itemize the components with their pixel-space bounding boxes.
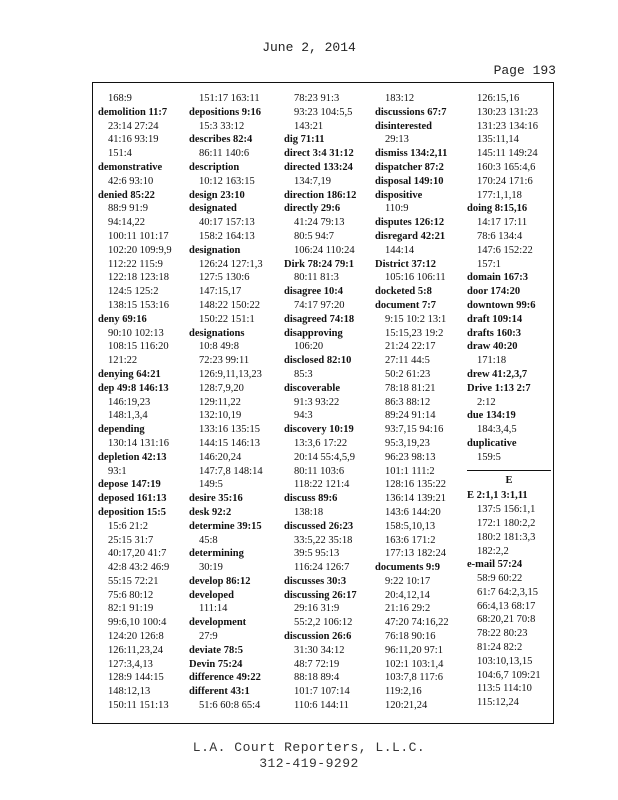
index-term: discusses 30:3 xyxy=(284,575,347,587)
index-term: doing 8:15,16 xyxy=(467,203,528,215)
index-page-refs: 21:16 29:2 xyxy=(385,603,431,615)
index-page-refs: 137:5 156:1,1 xyxy=(477,504,536,516)
index-page-refs: 93:1 xyxy=(108,465,127,477)
index-page-refs: 127:3,4,13 xyxy=(108,658,153,670)
index-page-refs: 134:7,19 xyxy=(294,175,332,187)
index-page-refs: 116:24 126:7 xyxy=(294,562,350,574)
index-page-refs: 10:8 49:8 xyxy=(199,341,239,353)
index-page-refs: 147:15,17 xyxy=(199,286,242,298)
index-page-refs: 115:12,24 xyxy=(477,697,519,709)
index-page-refs: 55:15 72:21 xyxy=(108,575,159,587)
index-page-refs: 151:4 xyxy=(108,148,132,160)
index-page-refs: 76:18 90:16 xyxy=(385,631,436,643)
index-term: domain 167:3 xyxy=(467,272,528,284)
index-term: depositions 9:16 xyxy=(189,106,262,118)
index-column-2 xyxy=(189,92,263,713)
index-term: documents 9:9 xyxy=(375,562,441,574)
index-term: dispositive xyxy=(375,189,423,201)
index-page-refs: 103:7,8 117:6 xyxy=(385,672,443,684)
index-page-refs: 157:1 xyxy=(477,258,501,270)
index-page-refs: 126:9,11,13,23 xyxy=(199,368,262,380)
index-page-refs: 31:30 34:12 xyxy=(294,644,345,656)
index-page-refs: 80:11 103:6 xyxy=(294,465,345,477)
index-page-refs: 143:21 xyxy=(294,120,324,132)
index-page-refs: 168:9 xyxy=(108,93,132,104)
index-page-refs: 104:6,7 109:21 xyxy=(477,669,541,681)
index-term: desire 35:16 xyxy=(189,493,243,505)
index-page-refs: 90:10 102:13 xyxy=(108,327,164,339)
index-term: depletion 42:13 xyxy=(98,451,167,463)
index-page-refs: 29:13 xyxy=(385,134,409,146)
index-term: deny 69:16 xyxy=(98,313,147,325)
index-page-refs: 158:5,10,13 xyxy=(385,520,436,532)
index-page-refs: 112:22 115:9 xyxy=(108,258,163,270)
index-page-refs: 80:5 94:7 xyxy=(294,230,334,242)
index-term: directly 29:6 xyxy=(284,203,341,215)
index-column-5 xyxy=(467,92,551,710)
index-page-refs: 138:18 xyxy=(294,506,324,518)
index-page-refs: 111:14 xyxy=(199,603,228,615)
index-page-refs: 41:16 93:19 xyxy=(108,134,159,146)
index-term: depose 147:19 xyxy=(98,479,161,491)
index-term: denied 85:22 xyxy=(98,189,155,201)
index-page-refs: 108:15 116:20 xyxy=(108,341,169,353)
index-page-refs: 23:14 27:24 xyxy=(108,120,159,132)
index-page-refs: 58:9 60:22 xyxy=(477,573,523,585)
index-page-refs: 119:2,16 xyxy=(385,686,422,698)
index-term: desk 92:2 xyxy=(189,506,232,518)
index-page-refs: 39:5 95:13 xyxy=(294,548,340,560)
index-page-refs: 128:7,9,20 xyxy=(199,382,244,394)
index-column-4 xyxy=(375,92,449,713)
index-page-refs: 182:2,2 xyxy=(477,545,509,557)
index-term: difference 49:22 xyxy=(189,672,261,684)
index-page-refs: 78:22 80:23 xyxy=(477,628,528,640)
index-page-refs: 129:11,22 xyxy=(199,396,241,408)
index-page-refs: 95:3,19,23 xyxy=(385,437,430,449)
index-page-refs: 78:6 134:4 xyxy=(477,230,523,242)
index-page-refs: 15:15,23 19:2 xyxy=(385,327,444,339)
index-term: discussion 26:6 xyxy=(284,631,352,643)
index-term: e-mail 57:24 xyxy=(467,559,523,571)
index-page-refs: 103:10,13,15 xyxy=(477,655,533,667)
index-term: discussed 26:23 xyxy=(284,520,354,532)
index-term: door 174:20 xyxy=(467,286,521,298)
index-term: drew 41:2,3,7 xyxy=(467,368,528,380)
index-page-refs: 170:24 171:6 xyxy=(477,175,533,187)
index-page-refs: 146:20,24 xyxy=(199,451,242,463)
index-term: Dirk 78:24 79:1 xyxy=(284,258,354,270)
index-page-refs: 81:24 82:2 xyxy=(477,642,523,654)
index-term: due 134:19 xyxy=(467,410,516,422)
index-page-refs: 14:17 17:11 xyxy=(477,217,528,229)
index-page-refs: 147:6 152:22 xyxy=(477,244,533,256)
index-term: demonstrative xyxy=(98,161,163,173)
index-page-refs: 55:2,2 106:12 xyxy=(294,617,353,629)
index-page-refs: 27:11 44:5 xyxy=(385,355,430,367)
index-column-3 xyxy=(284,92,357,713)
index-page-refs: 151:17 163:11 xyxy=(199,93,260,104)
index-term: Drive 1:13 2:7 xyxy=(467,382,531,394)
index-term: designated xyxy=(189,203,237,215)
index-term: discoverable xyxy=(284,382,340,394)
index-term: disregard 42:21 xyxy=(375,230,446,242)
index-page-refs: 72:23 99:11 xyxy=(199,355,250,367)
index-page-refs: 177:13 182:24 xyxy=(385,548,446,560)
index-page-refs: 9:15 10:2 13:1 xyxy=(385,313,447,325)
index-page-refs: 148:22 150:22 xyxy=(199,299,260,311)
index-page-refs: 91:3 93:22 xyxy=(294,396,340,408)
index-term: disputes 126:12 xyxy=(375,217,445,229)
index-page-refs: 27:9 xyxy=(199,631,218,643)
index-page-refs: 120:21,24 xyxy=(385,700,428,712)
index-page-refs: 2:12 xyxy=(477,396,496,408)
index-term: disagree 10:4 xyxy=(284,286,344,298)
index-page-refs: 94:3 xyxy=(294,410,313,422)
index-page-refs: 86:3 88:12 xyxy=(385,396,431,408)
index-term: dep 49:8 146:13 xyxy=(98,382,169,394)
index-term: District 37:12 xyxy=(375,258,436,270)
index-page-refs: 13:3,6 17:22 xyxy=(294,437,348,449)
index-term: draw 40:20 xyxy=(467,341,518,353)
index-term: deviate 78:5 xyxy=(189,644,243,656)
index-term: determine 39:15 xyxy=(189,520,262,532)
index-page-refs: 150:22 151:1 xyxy=(199,313,255,325)
index-page-refs: 122:18 123:18 xyxy=(108,272,169,284)
index-page-refs: 29:16 31:9 xyxy=(294,603,340,615)
index-page-refs: 93:7,15 94:16 xyxy=(385,424,444,436)
index-page-refs: 159:5 xyxy=(477,451,501,463)
index-page-refs: 133:16 135:15 xyxy=(199,424,260,436)
index-page-refs: 118:22 121:4 xyxy=(294,479,350,491)
index-term: dispatcher 87:2 xyxy=(375,161,444,173)
index-term: development xyxy=(189,617,247,629)
index-term: discovery 10:19 xyxy=(284,424,354,436)
index-page-refs: 126:11,23,24 xyxy=(108,644,164,656)
index-page-refs: 106:20 xyxy=(294,341,324,353)
index-term: disapproving xyxy=(284,327,343,339)
index-term: disinterested xyxy=(375,120,432,132)
index-page-refs: 148:12,13 xyxy=(108,686,151,698)
index-page-refs: 88:9 91:9 xyxy=(108,203,148,215)
index-term: disagreed 74:18 xyxy=(284,313,355,325)
header-page-number: Page 193 xyxy=(493,63,556,78)
index-page-refs: 102:1 103:1,4 xyxy=(385,658,444,670)
index-page-refs: 144:14 xyxy=(385,244,415,256)
index-page-refs: 183:12 xyxy=(385,93,415,104)
index-page-refs: 184:3,4,5 xyxy=(477,424,517,436)
index-term: depending xyxy=(98,424,145,436)
index-page-refs: 61:7 64:2,3,15 xyxy=(477,586,538,598)
index-page-refs: 124:20 126:8 xyxy=(108,631,164,643)
section-divider xyxy=(467,470,551,471)
index-page-refs: 144:15 146:13 xyxy=(199,437,260,449)
index-page-refs: 21:24 22:17 xyxy=(385,341,436,353)
index-term: describes 82:4 xyxy=(189,134,253,146)
index-page-refs: 25:15 31:7 xyxy=(108,534,154,546)
index-page-refs: 9:22 10:17 xyxy=(385,575,431,587)
index-page-refs: 138:15 153:16 xyxy=(108,299,169,311)
index-page-refs: 147:7,8 148:14 xyxy=(199,465,263,477)
index-page-refs: 42:8 43:2 46:9 xyxy=(108,562,170,574)
index-page-refs: 143:6 144:20 xyxy=(385,506,441,518)
index-term: design 23:10 xyxy=(189,189,245,201)
index-page-refs: 88:18 89:4 xyxy=(294,672,340,684)
index-page-refs: 171:18 xyxy=(477,355,507,367)
index-term: direct 3:4 31:12 xyxy=(284,148,354,160)
index-page-refs: 48:7 72:19 xyxy=(294,658,340,670)
index-term: dismiss 134:2,11 xyxy=(375,148,448,160)
index-page-refs: 130:14 131:16 xyxy=(108,437,169,449)
index-page-refs: 20:14 55:4,5,9 xyxy=(294,451,355,463)
index-term: demolition 11:7 xyxy=(98,106,168,118)
index-page-refs: 163:6 171:2 xyxy=(385,534,436,546)
index-term: E 2:1,1 3:1,11 xyxy=(467,490,528,502)
index-term: disposal 149:10 xyxy=(375,175,444,187)
index-page-refs: 20:4,12,14 xyxy=(385,589,430,601)
index-term: develop 86:12 xyxy=(189,575,251,587)
index-page-refs: 149:5 xyxy=(199,479,223,491)
index-page-refs: 110:6 144:11 xyxy=(294,700,349,712)
index-page-refs: 66:4,13 68:17 xyxy=(477,600,536,612)
index-page-refs: 158:2 164:13 xyxy=(199,230,255,242)
section-letter: E xyxy=(505,474,513,486)
index-page-refs: 74:17 97:20 xyxy=(294,299,345,311)
index-page-refs: 121:22 xyxy=(108,355,138,367)
index-term: docketed 5:8 xyxy=(375,286,432,298)
index-page-refs: 40:17 157:13 xyxy=(199,217,255,229)
index-page-refs: 127:5 130:6 xyxy=(199,272,250,284)
index-page-refs: 40:17,20 41:7 xyxy=(108,548,167,560)
index-page-refs: 30:19 xyxy=(199,562,223,574)
index-term: downtown 99:6 xyxy=(467,299,536,311)
index-page-refs: 101:7 107:14 xyxy=(294,686,350,698)
footer-phone: 312-419-9292 xyxy=(259,756,359,771)
index-term: discussing 26:17 xyxy=(284,589,357,601)
index-page-refs: 180:2 181:3,3 xyxy=(477,531,536,543)
index-term: denying 64:21 xyxy=(98,368,161,380)
index-term: deposed 161:13 xyxy=(98,493,167,505)
index-page-refs: 47:20 74:16,22 xyxy=(385,617,449,629)
index-page-refs: 80:11 81:3 xyxy=(294,272,339,284)
index-page-refs: 45:8 xyxy=(199,534,218,546)
index-page-refs: 110:9 xyxy=(385,203,409,215)
index-page-refs: 101:1 111:2 xyxy=(385,465,435,477)
index-column-1 xyxy=(98,92,172,713)
index-page-refs: 148:1,3,4 xyxy=(108,410,148,422)
index-page-refs: 135:11,14 xyxy=(477,134,519,146)
index-term: direction 186:12 xyxy=(284,189,357,201)
index-term: designations xyxy=(189,327,245,339)
index-page-refs: 106:24 110:24 xyxy=(294,244,355,256)
index-page-refs: 150:11 151:13 xyxy=(108,700,169,712)
index-page-refs: 126:24 127:1,3 xyxy=(199,258,263,270)
index-page-refs: 33:5,22 35:18 xyxy=(294,534,353,546)
index-page-refs: 96:23 98:13 xyxy=(385,451,436,463)
index-term: document 7:7 xyxy=(375,299,436,311)
index-term: discussions 67:7 xyxy=(375,106,447,118)
index-page-refs: 42:6 93:10 xyxy=(108,175,154,187)
index-page-refs: 94:14,22 xyxy=(108,217,146,229)
index-page-refs: 15:6 21:2 xyxy=(108,520,148,532)
index-page-refs: 15:3 33:12 xyxy=(199,120,245,132)
index-page-refs: 78:18 81:21 xyxy=(385,382,436,394)
index-page-refs: 113:5 114:10 xyxy=(477,683,532,695)
index-term: duplicative xyxy=(467,437,517,449)
index-term: Devin 75:24 xyxy=(189,658,243,670)
index-term: directed 133:24 xyxy=(284,161,353,173)
header-date: June 2, 2014 xyxy=(262,40,356,55)
index-term: discuss 89:6 xyxy=(284,493,338,505)
index-page-refs: 85:3 xyxy=(294,368,313,380)
index-term: different 43:1 xyxy=(189,686,250,698)
index-page-refs: 128:9 144:15 xyxy=(108,672,164,684)
index-page-refs: 136:14 139:21 xyxy=(385,493,446,505)
index-page-refs: 89:24 91:14 xyxy=(385,410,436,422)
index-term: dig 71:11 xyxy=(284,134,325,146)
index-page-refs: 145:11 149:24 xyxy=(477,148,538,160)
index-term: determining xyxy=(189,548,244,560)
index-page-refs: 50:2 61:23 xyxy=(385,368,431,380)
index-page-refs: 172:1 180:2,2 xyxy=(477,517,536,529)
index-page-refs: 130:23 131:23 xyxy=(477,106,538,118)
index-page-refs: 93:23 104:5,5 xyxy=(294,106,353,118)
index-page-refs: 124:5 125:2 xyxy=(108,286,159,298)
index-page-refs: 128:16 135:22 xyxy=(385,479,446,491)
index-term: description xyxy=(189,161,240,173)
index-page-refs: 160:3 165:4,6 xyxy=(477,161,536,173)
index-term: developed xyxy=(189,589,234,601)
index-term: designation xyxy=(189,244,241,256)
index-page-refs: 177:1,1,18 xyxy=(477,189,522,201)
index-page-refs: 86:11 140:6 xyxy=(199,148,250,160)
index-term: disclosed 82:10 xyxy=(284,355,352,367)
index-page-refs: 126:15,16 xyxy=(477,93,520,104)
index-term: drafts 160:3 xyxy=(467,327,521,339)
index-page-refs: 146:19,23 xyxy=(108,396,151,408)
index-page-refs: 132:10,19 xyxy=(199,410,242,422)
index-page-refs: 99:6,10 100:4 xyxy=(108,617,167,629)
index-page-refs: 131:23 134:16 xyxy=(477,120,538,132)
index-page-refs: 78:23 91:3 xyxy=(294,93,340,104)
index-page-refs: 96:11,20 97:1 xyxy=(385,644,443,656)
index-term: draft 109:14 xyxy=(467,313,523,325)
index-page-refs: 51:6 60:8 65:4 xyxy=(199,700,261,712)
index-page-refs: 82:1 91:19 xyxy=(108,603,154,615)
index-page-refs: 41:24 79:13 xyxy=(294,217,345,229)
index-page-refs: 100:11 101:17 xyxy=(108,230,169,242)
index-page-refs: 68:20,21 70:8 xyxy=(477,614,536,626)
index-page-refs: 105:16 106:11 xyxy=(385,272,446,284)
index-page-refs: 102:20 109:9,9 xyxy=(108,244,172,256)
index-page-refs: 10:12 163:15 xyxy=(199,175,255,187)
index-term: deposition 15:5 xyxy=(98,506,166,518)
footer-company: L.A. Court Reporters, L.L.C. xyxy=(192,740,426,755)
index-page-refs: 75:6 80:12 xyxy=(108,589,154,601)
